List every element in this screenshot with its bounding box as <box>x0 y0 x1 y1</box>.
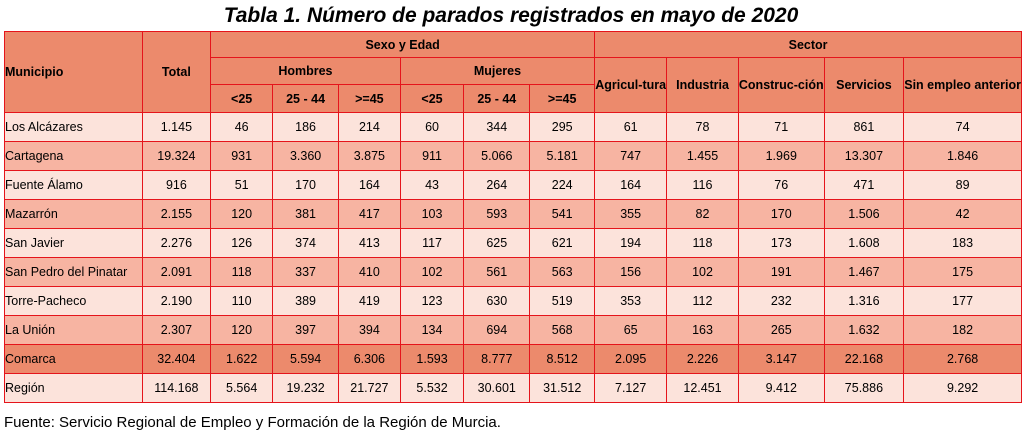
mujeres-cell: 563 <box>530 258 595 287</box>
table-row <box>5 374 1022 403</box>
total-cell: 2.276 <box>142 229 211 258</box>
sector-cell: 177 <box>904 287 1022 316</box>
sector-cell: 2.226 <box>667 345 739 374</box>
hombres-cell: 46 <box>211 113 273 142</box>
sector-cell: 2.095 <box>595 345 667 374</box>
header-total: Total <box>142 32 211 113</box>
hombres-cell: 120 <box>211 316 273 345</box>
source-footer: Fuente: Servicio Regional de Empleo y Formación de la Región de Murcia. <box>4 414 501 431</box>
mujeres-cell: 123 <box>400 287 464 316</box>
sector-cell: 183 <box>904 229 1022 258</box>
sector-cell: 71 <box>738 113 824 142</box>
hombres-cell: 126 <box>211 229 273 258</box>
sector-cell: 112 <box>667 287 739 316</box>
table-row <box>5 316 1022 345</box>
header-mujeres-age-3: >=45 <box>530 85 595 113</box>
mujeres-cell: 519 <box>530 287 595 316</box>
hombres-cell: 931 <box>211 142 273 171</box>
header-mujeres: Mujeres <box>400 58 594 85</box>
sector-cell: 156 <box>595 258 667 287</box>
table-row <box>5 200 1022 229</box>
header-hombres-age-1: <25 <box>211 85 273 113</box>
mujeres-cell: 224 <box>530 171 595 200</box>
municipio-cell: Cartagena <box>5 142 143 171</box>
sector-cell: 102 <box>667 258 739 287</box>
header-agricultura: Agricul-tura <box>595 58 667 113</box>
sector-cell: 355 <box>595 200 667 229</box>
municipio-cell: Comarca <box>5 345 143 374</box>
hombres-cell: 381 <box>273 200 339 229</box>
sector-cell: 232 <box>738 287 824 316</box>
hombres-cell: 397 <box>273 316 339 345</box>
mujeres-cell: 43 <box>400 171 464 200</box>
sector-cell: 76 <box>738 171 824 200</box>
hombres-cell: 417 <box>339 200 401 229</box>
hombres-cell: 21.727 <box>339 374 401 403</box>
unemployment-table <box>4 31 1022 403</box>
table-row <box>5 142 1022 171</box>
sector-cell: 3.147 <box>738 345 824 374</box>
hombres-cell: 110 <box>211 287 273 316</box>
municipio-cell: Región <box>5 374 143 403</box>
total-cell: 2.155 <box>142 200 211 229</box>
mujeres-cell: 625 <box>464 229 530 258</box>
sector-cell: 194 <box>595 229 667 258</box>
sector-cell: 1.316 <box>824 287 904 316</box>
hombres-cell: 1.622 <box>211 345 273 374</box>
header-hombres: Hombres <box>211 58 401 85</box>
sector-cell: 191 <box>738 258 824 287</box>
municipio-cell: San Pedro del Pinatar <box>5 258 143 287</box>
total-cell: 2.307 <box>142 316 211 345</box>
sector-cell: 118 <box>667 229 739 258</box>
sector-cell: 89 <box>904 171 1022 200</box>
header-sin-empleo: Sin empleo anterior <box>904 58 1022 113</box>
header-hombres-age-3: >=45 <box>339 85 401 113</box>
sector-cell: 1.455 <box>667 142 739 171</box>
sector-cell: 353 <box>595 287 667 316</box>
table-row <box>5 113 1022 142</box>
municipio-cell: Fuente Álamo <box>5 171 143 200</box>
header-sector: Sector <box>595 32 1022 58</box>
header-industria: Industria <box>667 58 739 113</box>
sector-cell: 61 <box>595 113 667 142</box>
mujeres-cell: 561 <box>464 258 530 287</box>
total-cell: 916 <box>142 171 211 200</box>
sector-cell: 1.467 <box>824 258 904 287</box>
municipio-cell: San Javier <box>5 229 143 258</box>
total-cell: 114.168 <box>142 374 211 403</box>
mujeres-cell: 541 <box>530 200 595 229</box>
mujeres-cell: 30.601 <box>464 374 530 403</box>
municipio-cell: La Unión <box>5 316 143 345</box>
hombres-cell: 5.564 <box>211 374 273 403</box>
sector-cell: 265 <box>738 316 824 345</box>
sector-cell: 173 <box>738 229 824 258</box>
total-cell: 2.190 <box>142 287 211 316</box>
hombres-cell: 118 <box>211 258 273 287</box>
header-municipio: Municipio <box>5 32 143 113</box>
sector-cell: 78 <box>667 113 739 142</box>
sector-cell: 12.451 <box>667 374 739 403</box>
sector-cell: 170 <box>738 200 824 229</box>
mujeres-cell: 1.593 <box>400 345 464 374</box>
mujeres-cell: 102 <box>400 258 464 287</box>
mujeres-cell: 5.066 <box>464 142 530 171</box>
sector-cell: 65 <box>595 316 667 345</box>
header-hombres-age-2: 25 - 44 <box>273 85 339 113</box>
mujeres-cell: 134 <box>400 316 464 345</box>
hombres-cell: 389 <box>273 287 339 316</box>
sector-cell: 1.969 <box>738 142 824 171</box>
mujeres-cell: 694 <box>464 316 530 345</box>
hombres-cell: 3.360 <box>273 142 339 171</box>
hombres-cell: 413 <box>339 229 401 258</box>
mujeres-cell: 911 <box>400 142 464 171</box>
hombres-cell: 170 <box>273 171 339 200</box>
mujeres-cell: 103 <box>400 200 464 229</box>
table-row <box>5 345 1022 374</box>
sector-cell: 182 <box>904 316 1022 345</box>
sector-cell: 163 <box>667 316 739 345</box>
sector-cell: 1.632 <box>824 316 904 345</box>
sector-cell: 2.768 <box>904 345 1022 374</box>
hombres-cell: 19.232 <box>273 374 339 403</box>
hombres-cell: 6.306 <box>339 345 401 374</box>
sector-cell: 9.412 <box>738 374 824 403</box>
header-sexo-edad: Sexo y Edad <box>211 32 595 58</box>
mujeres-cell: 264 <box>464 171 530 200</box>
total-cell: 2.091 <box>142 258 211 287</box>
header-mujeres-age-2: 25 - 44 <box>464 85 530 113</box>
mujeres-cell: 5.532 <box>400 374 464 403</box>
table-row <box>5 171 1022 200</box>
hombres-cell: 410 <box>339 258 401 287</box>
table-row <box>5 287 1022 316</box>
total-cell: 19.324 <box>142 142 211 171</box>
sector-cell: 82 <box>667 200 739 229</box>
sector-cell: 471 <box>824 171 904 200</box>
mujeres-cell: 593 <box>464 200 530 229</box>
hombres-cell: 374 <box>273 229 339 258</box>
sector-cell: 1.506 <box>824 200 904 229</box>
hombres-cell: 3.875 <box>339 142 401 171</box>
hombres-cell: 186 <box>273 113 339 142</box>
sector-cell: 1.608 <box>824 229 904 258</box>
header-servicios: Servicios <box>824 58 904 113</box>
mujeres-cell: 295 <box>530 113 595 142</box>
hombres-cell: 337 <box>273 258 339 287</box>
hombres-cell: 164 <box>339 171 401 200</box>
sector-cell: 13.307 <box>824 142 904 171</box>
sector-cell: 7.127 <box>595 374 667 403</box>
municipio-cell: Mazarrón <box>5 200 143 229</box>
table-body <box>5 113 1022 403</box>
sector-cell: 22.168 <box>824 345 904 374</box>
table-title: Tabla 1. Número de parados registrados en mayo de 2020 <box>223 4 799 27</box>
sector-cell: 9.292 <box>904 374 1022 403</box>
hombres-cell: 5.594 <box>273 345 339 374</box>
sector-cell: 42 <box>904 200 1022 229</box>
sector-cell: 164 <box>595 171 667 200</box>
sector-cell: 175 <box>904 258 1022 287</box>
mujeres-cell: 8.512 <box>530 345 595 374</box>
total-cell: 32.404 <box>142 345 211 374</box>
table-row <box>5 229 1022 258</box>
header-construccion: Construc-ción <box>738 58 824 113</box>
sector-cell: 74 <box>904 113 1022 142</box>
hombres-cell: 419 <box>339 287 401 316</box>
mujeres-cell: 5.181 <box>530 142 595 171</box>
sector-cell: 861 <box>824 113 904 142</box>
mujeres-cell: 31.512 <box>530 374 595 403</box>
table-row <box>5 258 1022 287</box>
hombres-cell: 120 <box>211 200 273 229</box>
mujeres-cell: 344 <box>464 113 530 142</box>
sector-cell: 116 <box>667 171 739 200</box>
mujeres-cell: 117 <box>400 229 464 258</box>
sector-cell: 75.886 <box>824 374 904 403</box>
total-cell: 1.145 <box>142 113 211 142</box>
municipio-cell: Torre-Pacheco <box>5 287 143 316</box>
hombres-cell: 51 <box>211 171 273 200</box>
mujeres-cell: 60 <box>400 113 464 142</box>
sector-cell: 1.846 <box>904 142 1022 171</box>
header-mujeres-age-1: <25 <box>400 85 464 113</box>
hombres-cell: 214 <box>339 113 401 142</box>
mujeres-cell: 621 <box>530 229 595 258</box>
mujeres-cell: 8.777 <box>464 345 530 374</box>
mujeres-cell: 630 <box>464 287 530 316</box>
municipio-cell: Los Alcázares <box>5 113 143 142</box>
sector-cell: 747 <box>595 142 667 171</box>
mujeres-cell: 568 <box>530 316 595 345</box>
hombres-cell: 394 <box>339 316 401 345</box>
